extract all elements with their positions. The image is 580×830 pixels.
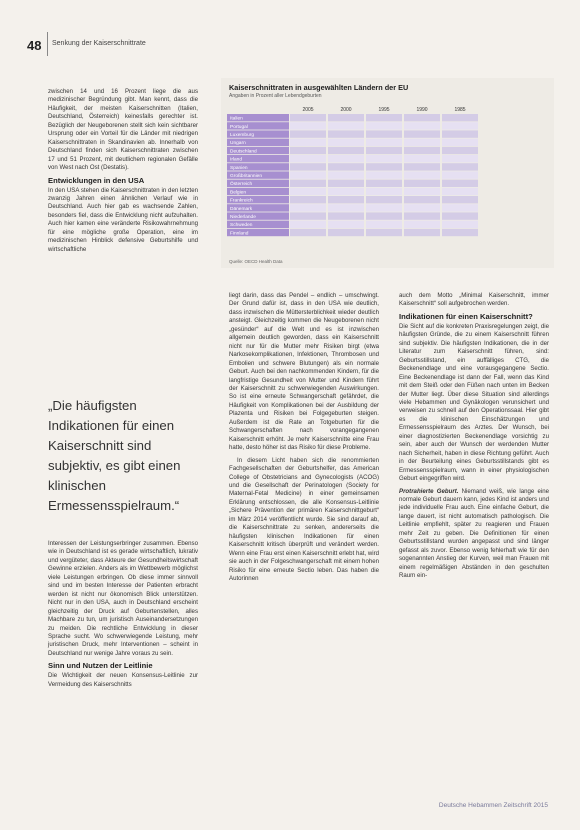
row-label: Irland: [230, 157, 242, 163]
row-label: Spanien: [230, 165, 248, 171]
table-cell: [366, 171, 402, 178]
left-column-lower: [48, 540, 198, 689]
table-cell: [366, 122, 402, 129]
table-cell: [404, 147, 440, 154]
row-label: Ungarn: [230, 141, 246, 147]
table-cell: [290, 229, 326, 236]
table-cell: [328, 163, 364, 170]
row-label: Großbritannien: [230, 174, 262, 179]
table-cell: [404, 204, 440, 211]
intro-paragraph: zwischen 14 und 16 Prozent liege die aus medizinischer Begründung gibt. Man kennt, dass die Häufigkeit, der meisten Kaiserschnitten (Italien, Deutschland, Österreich) keinesfalls gerechter ist. Bezüglich der Neugeborenen stellt sich kein sichtbarer Ursprung oder ein Vorteil für die Länder mit niedrigen Kaiserschnittraten in Skandinavien ab. Innerhalb von Deutschland finden sich Kaiserschnittraten zwischen 17 und 51 Prozent, mit deutlichem regionalen Gefälle von West nach Ost (Destatis).: [48, 88, 198, 172]
protracted-paragraph: [399, 488, 549, 581]
footer-line: Deutsche Hebammen Zeitschrift 2015: [438, 802, 548, 809]
table-cell: [290, 171, 326, 178]
table-cell: [366, 204, 402, 211]
table-cell: [290, 188, 326, 195]
row-label: Finnland: [230, 231, 249, 237]
table-cell: [290, 221, 326, 228]
row-label: Luxemburg: [230, 133, 254, 138]
page-number: 48: [27, 38, 42, 53]
middle-column: [229, 292, 379, 583]
row-label: Dänemark: [230, 206, 253, 212]
column-header: 2005: [302, 107, 314, 113]
column-header: 1985: [454, 107, 466, 113]
row-label: Österreich: [230, 182, 253, 188]
pull-quote: „Die häufigsten Indikationen für einen Kaiserschnitt sind subjektiv, es gibt einen klinischen Ermessensspielraum.“: [48, 398, 181, 513]
table-cell: [366, 188, 402, 195]
chart-source: Quelle: OECD Health Data: [229, 259, 283, 264]
table-cell: [328, 130, 364, 137]
table-cell: [366, 155, 402, 162]
table-cell: [442, 171, 478, 178]
chart-subtitle: Angaben in Prozent aller Lebendgeburten: [229, 93, 322, 99]
column-header: 1995: [378, 107, 390, 113]
table-cell: [442, 180, 478, 187]
table-cell: [328, 212, 364, 219]
table-cell: [442, 130, 478, 137]
row-label: Belgien: [230, 190, 247, 196]
left-column: [48, 88, 198, 254]
table-cell: [404, 196, 440, 203]
table-cell: [442, 122, 478, 129]
table-cell: [404, 221, 440, 228]
table-cell: [290, 204, 326, 211]
table-cell: [328, 204, 364, 211]
section-heading-indications: Indikationen für einen Kaiserschnitt?: [399, 311, 533, 321]
table-cell: [290, 147, 326, 154]
table-cell: [328, 229, 364, 236]
usa-paragraph: In den USA stehen die Kaiserschnittraten in den letzten zwanzig Jahren einen ähnlichen Verlauf wie in Deutschland. Auch hier gab es wachsende Zahlen, besonders fiel, dass die Entwicklung nicht aufzuhalten. Auch hier kamen eine veränderte Risikowahrnehmung für eine mögliche große Operation, eine im medizinischen Hinblick defensive Geburtshilfe und wirtschaftliche: [48, 186, 198, 253]
table-cell: [366, 130, 402, 137]
table-cell: [442, 155, 478, 162]
table-cell: [328, 155, 364, 162]
table-cell: [442, 163, 478, 170]
table-cell: [366, 114, 402, 121]
right-column: [399, 292, 549, 581]
table-cell: [442, 221, 478, 228]
table-cell: [290, 212, 326, 219]
table-cell: [366, 229, 402, 236]
row-label: Schweden: [230, 223, 253, 229]
table-cell: [366, 196, 402, 203]
row-label: Deutschland: [230, 149, 257, 155]
table-cell: [404, 130, 440, 137]
running-title: Senkung der Kaiserschnittrate: [52, 40, 146, 47]
table-cell: [404, 139, 440, 146]
table-cell: [290, 180, 326, 187]
table-cell: [404, 171, 440, 178]
table-cell: [328, 147, 364, 154]
row-label: Niederlande: [230, 215, 256, 220]
table-cell: [442, 212, 478, 219]
table-cell: [404, 114, 440, 121]
table-cell: [404, 155, 440, 162]
table-cell: [328, 122, 364, 129]
table-cell: [366, 180, 402, 187]
table-cell: [404, 180, 440, 187]
table-cell: [290, 163, 326, 170]
table-cell: [290, 139, 326, 146]
table-cell: [442, 147, 478, 154]
table-cell: [442, 196, 478, 203]
middle-paragraph-2: In diesem Licht haben sich die renommierten Fachgesellschaften der Geburtshelfer, das American College of Obstetricians and Gynecologists (ACOG) und die Gesellschaft der Perinatologen (Society for Maternal-Fetal Medicine) in einer gemeinsamen Erklärung entschlossen, die alle Konsensus-Leitlinie „Sichere Prävention der primären Kaiserschnittgeburt“ im März 2014 veröffentlicht wurde. Sie sind darauf ab, die Kaiserschnittrate zu senken, andererseits die häufigsten klinischen Indikationen für einen Kaiserschnitt kritisch überprüft und verändert werden. Wenn eine Frau erst einen Kaiserschnitt erlebt hat, wird sie auch in der Folgeschwangerschaft mit einem hohen Risiko für eine erneute Sectio leben. Das haben die Autorinnen: [229, 456, 379, 582]
indications-paragraph: Die Sicht auf die konkreten Praxisregelungen zeigt, die häufigsten Gründe, die zu einem Kaiserschnitt führen sind subjektiv. Die häufigsten Indikationen, die in der Literatur zum Kaiserschnitt führen, sind: Geburtsstillstand, ein auffälliges CTG, die Beckenendlage und eine vorausgegangene Sectio. Eine Beckenendlage ist dann der Fall, wenn das Kind mit dem Steiß oder den Füßen nach unten im Becken der Mutter liegt. Über diese Situation sind allerdings viele Hebammen und Gynäkologen verunsichert und verweisen zu schnell auf den Operationssaal. Hier gibt es die klinischen Einschätzungen und Ermessensspielraum des Arztes. Der Wunsch, bei einer diagnostizierten Beckenendlage vorsichtig zu sein, aber auch der Wunsch der werdenden Mutter nach Sicherheit, haben in diese Richtung geführt. Auch in der Beurteilung eines Geburtsstillstands gibt es Ermessensspielraum, wann in einer physiologischen Geburt eingegriffen wird.: [399, 322, 549, 483]
table-cell: [404, 122, 440, 129]
column-header: 2000: [340, 107, 352, 113]
table-cell: [366, 139, 402, 146]
table-cell: [366, 212, 402, 219]
right-paragraph: auch dem Motto „Minimal Kaiserschnitt, immer Kaiserschnitt“ soll aufgebrochen werden.: [399, 292, 549, 308]
guideline-paragraph: Die Wichtigkeit der neuen Konsensus-Leitlinie zur Vermeidung des Kaiserschnitts: [48, 672, 198, 688]
table-cell: [290, 155, 326, 162]
table-cell: [290, 196, 326, 203]
column-header: 1990: [416, 107, 428, 113]
section-heading-usa: Entwicklungen in den USA: [48, 175, 145, 185]
table-cell: [442, 114, 478, 121]
table-cell: [404, 188, 440, 195]
chart-figure: [221, 78, 554, 268]
table-cell: [328, 114, 364, 121]
table-cell: [366, 221, 402, 228]
table-cell: [290, 130, 326, 137]
table-cell: [404, 212, 440, 219]
table-cell: [328, 139, 364, 146]
table-cell: [404, 163, 440, 170]
middle-paragraph: liegt darin, dass das Pendel – endlich – umschwingt. Der Grund dafür ist, dass in den USA wie deutlich, dass inzwischen die Müttersterblichkeit wieder deutlich ansteigt. Gleichzeitig kommen die Neugeborenen nicht „gesünder“ auf die Welt und es ist inzwischen allgemein deutlich geworden, dass ein Kaiserschnitt nicht nur für die Mutter mehr Risiken birgt (etwa Narkosekomplikationen, Infektionen, Thrombosen und Embolien und schwere Blutungen) als ein normale Geburt. Auch bei den nachkommenden Kindern, für die langfristige Gesundheit von Mutter und Kindern führt der Kaiserschnitt zu schwerwiegenden Auswirkungen. So ist eine erneute Schwangerschaft gefährdet, die Häufigkeit von Komplikationen bei der Ausbildung der Plazenta und Risiken bei Folgegeburten steigen. Außerdem ist die Rate an Totgeburten für die Schwangerschaften nach vorangegangenen Kaiserschnitt erhöht. Je mehr Kaiserschnitte eine Frau hatte, desto höher ist das Risiko für diese Probleme.: [229, 292, 379, 452]
table-cell: [328, 171, 364, 178]
table-cell: [328, 221, 364, 228]
row-label: Frankreich: [230, 198, 253, 204]
table-cell: [328, 188, 364, 195]
table-cell: [404, 229, 440, 236]
lower-paragraph: Interessen der Leistungserbringer zusammen. Ebenso wie in Deutschland ist es gerade wirtschaftlich, lukrativ und vergüteter, dass Akteure der Gesundheitswirtschaft Gewinne erzielen. Anders als im Wettbewerb möglichst viele Leistungen erbringen. Ob diese immer sinnvoll sind und im besten Interesse der Patienten erbracht werden ist nicht nur ökonomisch Blick unterstützen. Nicht nur in den USA, auch in Deutschland erscheint gleichzeitig der Druck auf Geburtenstellen, alles Machbare zu tun, um juristisch Auseinandersetzungen zu meiden. Die rechtliche Entwicklung in dieser Sprache sucht. Wo schwerwiegende Leistung, mehr juristischen Druck, mehr Interventionen – scheint in Deutschland nur wenige Jahre voraus zu sein.: [48, 540, 198, 657]
table-cell: [442, 229, 478, 236]
table-cell: [328, 180, 364, 187]
chart-table: [227, 104, 507, 256]
table-cell: [290, 114, 326, 121]
table-cell: [290, 122, 326, 129]
table-cell: [442, 139, 478, 146]
table-cell: [442, 188, 478, 195]
table-cell: [366, 163, 402, 170]
table-cell: [442, 204, 478, 211]
table-cell: [366, 147, 402, 154]
table-cell: [328, 196, 364, 203]
chart-title: Kaiserschnittraten in ausgewählten Ländern der EU: [229, 83, 409, 92]
protracted-lead: Protrahierte Geburt.: [399, 487, 459, 495]
header-divider: [47, 32, 48, 56]
section-heading-guideline: Sinn und Nutzen der Leitlinie: [48, 661, 153, 671]
protracted-text: Niemand weiß, wie lange eine normale Geburt dauern kann, jedes Kind ist anders und jede individuelle Frau auch. Eine einfache Geburt, die lange dauert, ist nicht automatisch pathologisch. Die Leitlinie empfiehlt, später zu reagieren und Frauen mehr Zeit zu geben. Die Definitionen für einen Geburtsstillstand wurden angepasst und sind länger gefasst als zuvor. Ebenso wenig fehlerhaft wie für den sogenannten Anstieg der Kurven, weil man Frauen mit einem regelmäßigen Abständen in den geschulten Raum ein-: [399, 487, 549, 580]
row-label: Italien: [230, 116, 243, 122]
row-label: Portugal: [230, 124, 248, 130]
